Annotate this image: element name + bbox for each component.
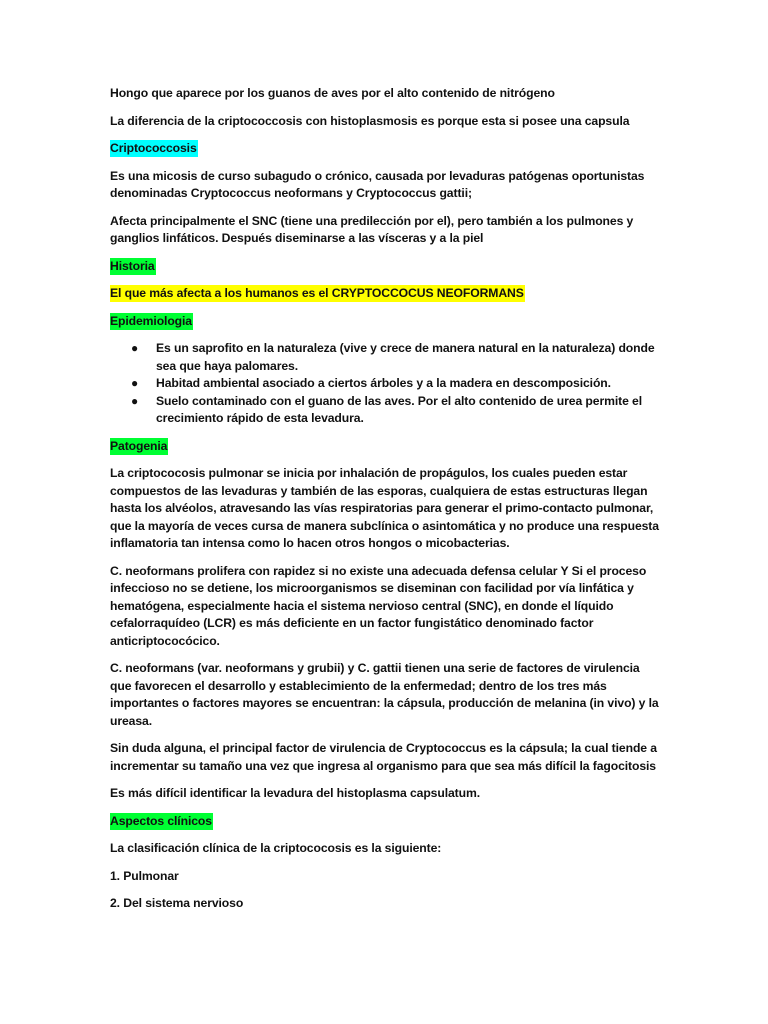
historia-highlight-line [110, 285, 660, 303]
paragraph-patogenia-1: La criptococosis pulmonar se inicia por inhalación de propágulos, los cuales pueden estar compuestos de las levaduras y también de las esporas, cualquiera de estas estructuras llegan hasta los alvéolos, atravesando las vías respiratorias para generar el primo-contacto pulmonar, que la mayoría de veces cursa de manera subclínica o asintomática y no produce una respuesta inflamatoria tan intensa como lo hacen otros hongos o micobacterias. [110, 466, 659, 550]
paragraph-patogenia-5: Es más difícil identificar la levadura del histoplasma capsulatum. [110, 786, 480, 800]
list-item-text: Habitad ambiental asociado a ciertos árboles y a la madera en descomposición. [156, 376, 611, 390]
bullet-icon: ● [131, 341, 139, 355]
heading-aspectos-text: Aspectos clínicos [110, 813, 212, 828]
bullet-icon: ● [131, 376, 139, 390]
paragraph-afecta: Afecta principalmente el SNC (tiene una predilección por el), pero también a los pulmones y ganglios linfáticos. Después diseminarse a las vísceras y a la piel [110, 213, 634, 245]
heading-patogenia-text: Patogenia [110, 438, 168, 453]
document-body [110, 85, 660, 923]
aspectos-intro: La clasificación clínica de la criptococosis es la siguiente: [110, 841, 442, 855]
heading-criptococcosis-text: Criptococcosis [110, 141, 197, 155]
section-heading-patogenia [110, 438, 660, 456]
section-heading-criptococcosis [110, 140, 660, 158]
epidemiologia-list [110, 340, 660, 428]
intro-line-2: La diferencia de la criptococcosis con histoplasmosis es porque esta si posee una capsula [110, 113, 630, 128]
list-item [110, 393, 660, 428]
list-item-text: Es un saprofito en la naturaleza (vive y crece de manera natural en la naturaleza) donde sea que haya palomares. [156, 341, 655, 373]
list-item [110, 340, 660, 375]
aspectos-item-pulmonar: 1. Pulmonar [110, 868, 179, 883]
heading-historia-text: Historia [110, 258, 155, 273]
intro-line-1: Hongo que aparece por los guanos de aves por el alto contenido de nitrógeno [110, 86, 555, 100]
list-item-text: Suelo contaminado con el guano de las aves. Por el alto contenido de urea permite el crecimiento rápido de esta levadura. [156, 393, 642, 425]
section-heading-historia [110, 258, 660, 276]
historia-highlight-text: El que más afecta a los humanos es el CRYPTOCCOCUS NEOFORMANS [110, 286, 524, 300]
paragraph-patogenia-4: Sin duda alguna, el principal factor de virulencia de Cryptococcus es la cápsula; la cual tiende a incrementar su tamaño una vez que ingresa al organismo para que sea más difícil la fagocitosis [110, 741, 657, 773]
heading-epidemiologia-text: Epidemiologia [110, 313, 192, 328]
paragraph-patogenia-2: C. neoformans prolifera con rapidez si no existe una adecuada defensa celular Y Si el proceso infeccioso no se detiene, los microorganismos se diseminan con facilidad por vía linfática y hematógena, especialmente hacia el sistema nervioso central (SNC), en donde el líquido cefalorraquídeo (LCR) es más deficiente en un factor fungistático denominado factor anticriptococócico. [110, 563, 647, 648]
aspectos-item-nervioso: 2. Del sistema nervioso [110, 896, 244, 910]
section-heading-epidemiologia [110, 313, 660, 331]
bullet-icon: ● [131, 393, 139, 408]
list-item [110, 375, 660, 393]
paragraph-definicion: Es una micosis de curso subagudo o crónico, causada por levaduras patógenas oportunistas denominadas Cryptococcus neoformans y Cryptococcus gattii; [110, 168, 645, 200]
section-heading-aspectos [110, 813, 660, 831]
paragraph-patogenia-3: C. neoformans (var. neoformans y grubii) y C. gattii tienen una serie de factores de virulencia que favorecen el desarrollo y establecimiento de la enfermedad; dentro de los tres más importantes o factores mayores se encuentran: la cápsula, producción de melanina (in vivo) y la ureasa. [110, 661, 659, 728]
